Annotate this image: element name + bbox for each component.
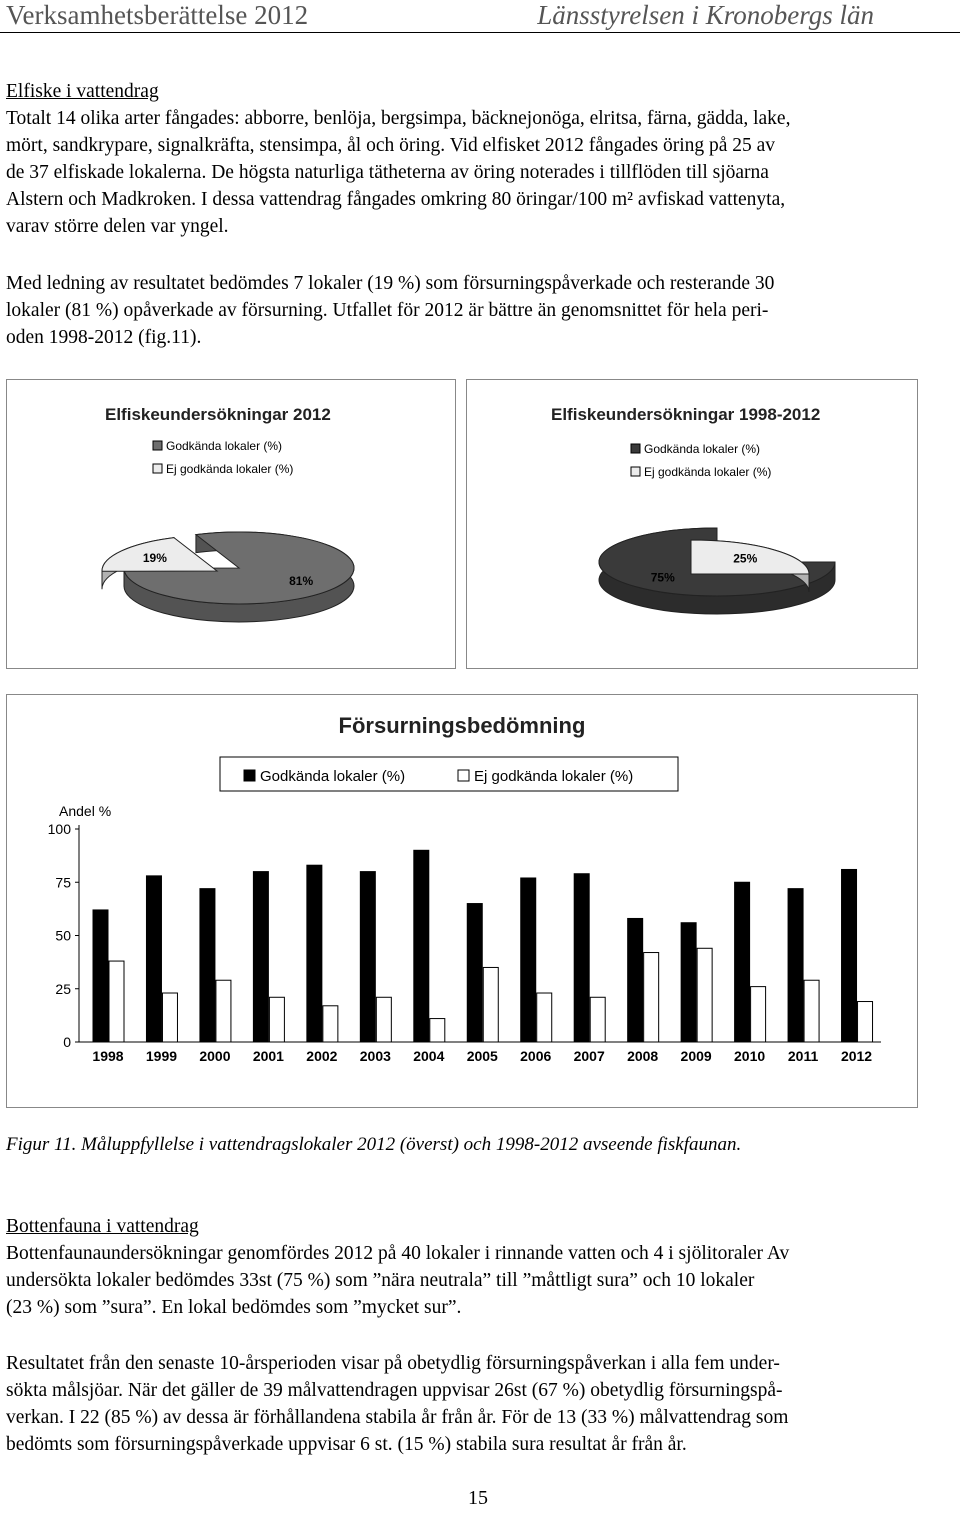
- bar-godkanda: [521, 878, 536, 1042]
- paragraph-elfiske: [6, 105, 956, 240]
- bar-ej-godkanda: [323, 1006, 338, 1042]
- bar-godkanda: [200, 889, 215, 1042]
- bar-ej-godkanda: [430, 1019, 445, 1042]
- text-line: lokaler (81 %) opåverkade av försurning. Utfallet för 2012 är bättre än genomsnittet för hela peri-: [6, 300, 769, 321]
- data-label: 19%: [142, 550, 167, 565]
- y-tick-label: 75: [55, 874, 71, 891]
- x-tick-label: 2006: [520, 1048, 552, 1064]
- bar-ej-godkanda: [590, 997, 605, 1042]
- text-line: (23 %) som ”sura”. En lokal bedömdes som ”mycket sur”.: [6, 1297, 462, 1318]
- bar-godkanda: [93, 910, 108, 1042]
- page-header: [0, 0, 960, 33]
- pie-chart-2012-svg: [7, 380, 455, 668]
- chart-title: Elfiskeundersökningar 2012: [105, 405, 331, 424]
- x-tick-label: 2011: [787, 1048, 819, 1064]
- bar-godkanda: [253, 872, 268, 1042]
- x-tick-label: 1999: [145, 1048, 178, 1064]
- page-number: 15: [468, 1487, 488, 1509]
- bar-chart-forsurning-svg: [7, 695, 917, 1107]
- paragraph-bottenfauna: [6, 1240, 956, 1321]
- report-title: Verksamhetsberättelse 2012: [6, 0, 309, 30]
- figure-caption: Figur 11. Måluppfyllelse i vattendragslokaler 2012 (överst) och 1998-2012 avseende fiskfaunan.: [6, 1134, 742, 1155]
- y-axis-label: Andel %: [59, 803, 112, 819]
- pie-chart-2012: [6, 379, 456, 669]
- legend-label: Ej godkända lokaler (%): [166, 462, 294, 476]
- x-tick-label: 2002: [306, 1048, 338, 1064]
- bar-ej-godkanda: [162, 993, 177, 1042]
- legend-swatch: [631, 467, 640, 476]
- x-tick-label: 1998: [92, 1048, 124, 1064]
- text-line: bedömts som försurningspåverkade uppvisar 6 st. (15 %) stabila sura resultat år från år.: [6, 1434, 687, 1455]
- x-tick-label: 2005: [466, 1048, 498, 1064]
- chart-title: Försurningsbedömning: [338, 713, 586, 738]
- bar-chart-forsurning: [6, 694, 918, 1108]
- bar-ej-godkanda: [376, 997, 391, 1042]
- x-tick-label: 2007: [573, 1048, 605, 1064]
- legend-swatch: [244, 770, 255, 781]
- x-tick-label: 2004: [413, 1048, 445, 1064]
- legend-label: Ej godkända lokaler (%): [644, 465, 772, 479]
- y-tick-label: 50: [55, 927, 71, 944]
- bar-godkanda: [628, 918, 643, 1042]
- bar-ej-godkanda: [751, 987, 766, 1042]
- bar-godkanda: [146, 876, 161, 1042]
- x-tick-label: 2010: [734, 1048, 766, 1064]
- text-line: verkan. I 22 (85 %) av dessa är förhållandena stabila år från år. För de 13 (33 %) målvattendrag som: [6, 1407, 789, 1428]
- bar-ej-godkanda: [858, 1002, 873, 1042]
- text-line: oden 1998-2012 (fig.11).: [6, 327, 202, 348]
- legend-label: Godkända lokaler (%): [166, 439, 283, 453]
- text-line: varav större delen var yngel.: [6, 216, 229, 237]
- text-line: Med ledning av resultatet bedömdes 7 lokaler (19 %) som försurningspåverkade och resterande 30: [6, 273, 775, 294]
- bar-godkanda: [414, 850, 429, 1042]
- legend-swatch: [153, 464, 162, 473]
- section-heading-bottenfauna: Bottenfauna i vattendrag: [6, 1216, 199, 1237]
- legend-swatch: [153, 441, 162, 450]
- bar-godkanda: [735, 882, 750, 1042]
- organization-name: Länsstyrelsen i Kronobergs län: [537, 0, 874, 30]
- paragraph-ledning: [6, 270, 956, 351]
- bar-ej-godkanda: [216, 980, 231, 1042]
- bar-godkanda: [467, 904, 482, 1042]
- x-tick-label: 2003: [359, 1048, 391, 1064]
- chart-title: Elfiskeundersökningar 1998-2012: [551, 405, 821, 424]
- text-line: undersökta lokaler bedömdes 33st (75 %) som ”nära neutrala” till ”måttligt sura” och 10 lokaler: [6, 1270, 755, 1291]
- legend-label: Godkända lokaler (%): [260, 768, 406, 785]
- bar-godkanda: [360, 872, 375, 1042]
- legend-swatch: [631, 444, 640, 453]
- pie-chart-1998-2012-svg: [467, 380, 917, 668]
- text-line: de 37 elfiskade lokalerna. De högsta naturliga tätheterna av öring noterades i tillflöden till sjöarna: [6, 162, 769, 183]
- bar-ej-godkanda: [269, 997, 284, 1042]
- legend-label: Godkända lokaler (%): [644, 442, 761, 456]
- x-tick-label: 2009: [680, 1048, 712, 1064]
- y-tick-label: 100: [47, 821, 71, 837]
- legend-label: Ej godkända lokaler (%): [474, 768, 634, 785]
- bar-godkanda: [307, 865, 322, 1042]
- y-tick-label: 0: [63, 1034, 71, 1050]
- x-tick-label: 2000: [199, 1048, 231, 1064]
- text-line: mört, sandkrypare, signalkräfta, stensimpa, ål och öring. Vid elfisket 2012 fångades öring på 25 av: [6, 135, 776, 156]
- data-label: 81%: [289, 574, 314, 589]
- bar-ej-godkanda: [697, 948, 712, 1042]
- bar-godkanda: [574, 874, 589, 1042]
- text-line: Alstern och Madkroken. I dessa vattendrag fångades omkring 80 öringar/100 m² avfiskad vattenyta,: [6, 189, 786, 210]
- legend-swatch: [458, 770, 469, 781]
- bar-ej-godkanda: [804, 980, 819, 1042]
- data-label: 25%: [733, 551, 758, 566]
- pie-chart-1998-2012: [466, 379, 918, 669]
- x-tick-label: 2001: [252, 1048, 284, 1064]
- bar-ej-godkanda: [483, 967, 498, 1042]
- paragraph-resultat: [6, 1350, 956, 1458]
- text-line: sökta målsjöar. När det gäller de 39 målvattendragen uppvisar 26st (67 %) obetydlig försurningspå-: [6, 1380, 783, 1401]
- y-tick-label: 25: [55, 980, 71, 997]
- bar-ej-godkanda: [109, 961, 124, 1042]
- x-tick-label: 2012: [840, 1048, 873, 1064]
- bar-godkanda: [788, 889, 803, 1042]
- text-line: Resultatet från den senaste 10-årsperioden visar på obetydlig försurningspåverkan i alla fem under-: [6, 1353, 780, 1374]
- x-tick-label: 2008: [627, 1048, 659, 1064]
- bar-ej-godkanda: [537, 993, 552, 1042]
- text-line: Bottenfaunaundersökningar genomfördes 2012 på 40 lokaler i rinnande vatten och 4 i sjölitoraler Av: [6, 1243, 790, 1264]
- bar-godkanda: [681, 923, 696, 1042]
- data-label: 75%: [650, 570, 675, 585]
- text-line: Totalt 14 olika arter fångades: abborre, benlöja, bergsimpa, bäcknejonöga, elritsa, färna, gädda, lake,: [6, 108, 791, 129]
- section-heading-elfiske: Elfiske i vattendrag: [6, 81, 159, 102]
- bar-ej-godkanda: [644, 953, 659, 1042]
- bar-godkanda: [842, 869, 857, 1042]
